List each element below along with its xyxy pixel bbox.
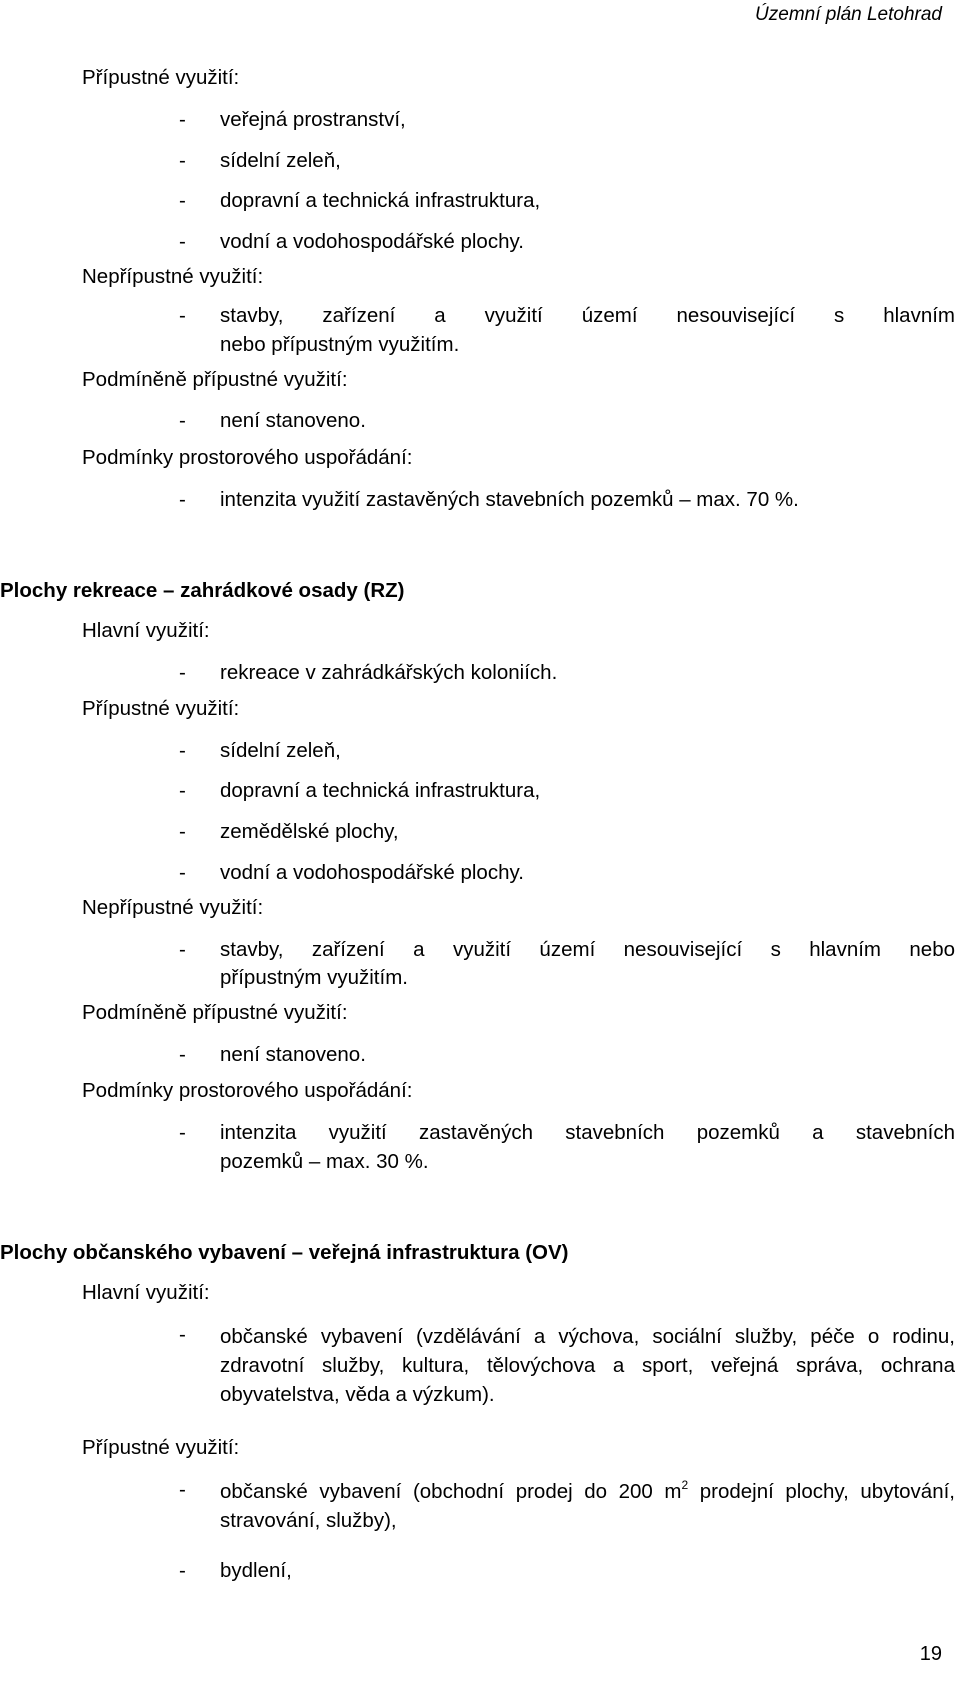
bullet-dash: - — [179, 1043, 186, 1066]
bullet-dash: - — [179, 938, 186, 961]
bullet-dash: - — [179, 189, 186, 212]
bullet-dash: - — [179, 820, 186, 843]
bullet-dash: - — [179, 409, 186, 432]
forbidden-use-label: Nepřípustné využití: — [82, 265, 264, 288]
list-item: občanské vybavení (obchodní prodej do 200 $m^2$ prodejní plochy, ubytování, stravování, služby), — [220, 1478, 955, 1532]
spatial-conditions-label: Podmínky prostorového uspořádání: — [82, 1079, 413, 1102]
bullet-dash: - — [179, 739, 186, 762]
bullet-dash: - — [179, 488, 186, 511]
list-item: intenzita využití zastavěných stavebních pozemků – max. 70 %. — [220, 488, 799, 511]
bullet-dash: - — [179, 230, 186, 253]
bullet-dash: - — [179, 1121, 186, 1144]
list-item-continuation: nebo přípustným využitím. — [220, 333, 460, 356]
list-item: vodní a vodohospodářské plochy. — [220, 230, 524, 253]
permitted-use-label: Přípustné využití: — [82, 697, 240, 720]
list-item-continuation: přípustným využitím. — [220, 966, 408, 989]
list-item: sídelní zeleň, — [220, 149, 341, 172]
bullet-dash: - — [179, 779, 186, 802]
list-item: dopravní a technická infrastruktura, — [220, 779, 541, 802]
permitted-use-label: Přípustné využití: — [82, 1436, 240, 1459]
list-item: rekreace v zahrádkářských koloniích. — [220, 661, 558, 684]
bullet-dash: - — [179, 108, 186, 131]
list-item: občanské vybavení (vzdělávání a výchova, sociální služby, péče o rodinu, zdravotní služby, kultura, tělovýchova a sport, veřejná správa, ochrana obyvatelstva, věda a výzkum). — [220, 1325, 955, 1406]
page-number: 19 — [919, 1643, 942, 1665]
conditional-use-label: Podmíněně přípustné využití: — [82, 368, 348, 391]
main-use-label: Hlavní využití: — [82, 619, 210, 642]
spatial-conditions-label: Podmínky prostorového uspořádání: — [82, 446, 413, 469]
list-item: není stanoveno. — [220, 409, 366, 432]
list-item-continuation: pozemků – max. 30 %. — [220, 1150, 429, 1173]
bullet-dash: - — [179, 304, 186, 327]
list-item: veřejná prostranství, — [220, 108, 406, 131]
list-item: bydlení, — [220, 1559, 292, 1582]
section-heading-rz: Plochy rekreace – zahrádkové osady (RZ) — [0, 579, 405, 602]
bullet-dash: - — [179, 1559, 186, 1582]
bullet-dash: - — [179, 1323, 186, 1346]
list-item: dopravní a technická infrastruktura, — [220, 189, 541, 212]
section-heading-ov: Plochy občanského vybavení – veřejná infrastruktura (OV) — [0, 1241, 569, 1264]
main-use-label: Hlavní využití: — [82, 1281, 210, 1304]
list-item: zemědělské plochy, — [220, 820, 399, 843]
list-item: vodní a vodohospodářské plochy. — [220, 861, 524, 884]
bullet-dash: - — [179, 1478, 186, 1501]
conditional-use-label: Podmíněně přípustné využití: — [82, 1001, 348, 1024]
list-item: není stanoveno. — [220, 1043, 366, 1066]
bullet-dash: - — [179, 861, 186, 884]
permitted-use-label: Přípustné využití: — [82, 66, 240, 89]
list-item: intenzita využití zastavěných stavebních pozemků a stavebních — [220, 1121, 955, 1144]
forbidden-use-label: Nepřípustné využití: — [82, 896, 264, 919]
list-item: stavby, zařízení a využití území nesouvisející s hlavním nebo — [220, 938, 955, 961]
bullet-dash: - — [179, 661, 186, 684]
bullet-dash: - — [179, 149, 186, 172]
list-item: stavby, zařízení a využití území nesouvisející s hlavním — [220, 304, 955, 327]
running-header: Územní plán Letohrad — [755, 4, 942, 25]
list-item: sídelní zeleň, — [220, 739, 341, 762]
